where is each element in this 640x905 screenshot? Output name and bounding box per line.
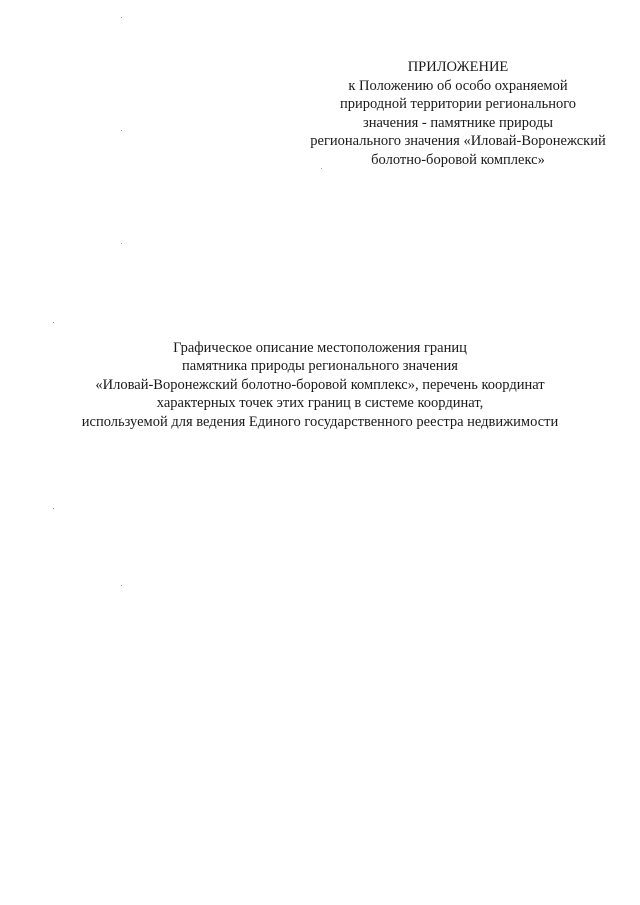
description-line: памятника природы регионального значения bbox=[182, 358, 458, 375]
appendix-line: регионального значения «Иловай-Воронежский bbox=[310, 133, 606, 150]
appendix-line: болотно-боровой комплекс» bbox=[371, 151, 545, 168]
scan-speck bbox=[121, 585, 122, 586]
scan-speck bbox=[53, 508, 54, 509]
appendix-title: ПРИЛОЖЕНИЕ bbox=[407, 59, 509, 75]
appendix-line: природной территории регионального bbox=[339, 96, 577, 113]
description-line: «Иловай-Воронежский болотно-боровой комплекс», перечень координат bbox=[95, 376, 545, 393]
description-line: Графическое описание местоположения границ bbox=[173, 340, 467, 356]
appendix-line: к Положению об особо охраняемой bbox=[348, 77, 568, 94]
scan-speck bbox=[121, 130, 122, 131]
appendix-line: значения - памятнике природы bbox=[363, 114, 553, 131]
description-block bbox=[80, 339, 560, 431]
description-line: характерных точек этих границ в системе координат, bbox=[156, 395, 484, 412]
scan-speck bbox=[121, 243, 122, 244]
description-line: используемой для ведения Единого государственного реестра недвижимости bbox=[81, 413, 559, 430]
scan-speck bbox=[53, 322, 54, 323]
appendix-header bbox=[290, 58, 626, 170]
scan-speck bbox=[121, 17, 122, 18]
